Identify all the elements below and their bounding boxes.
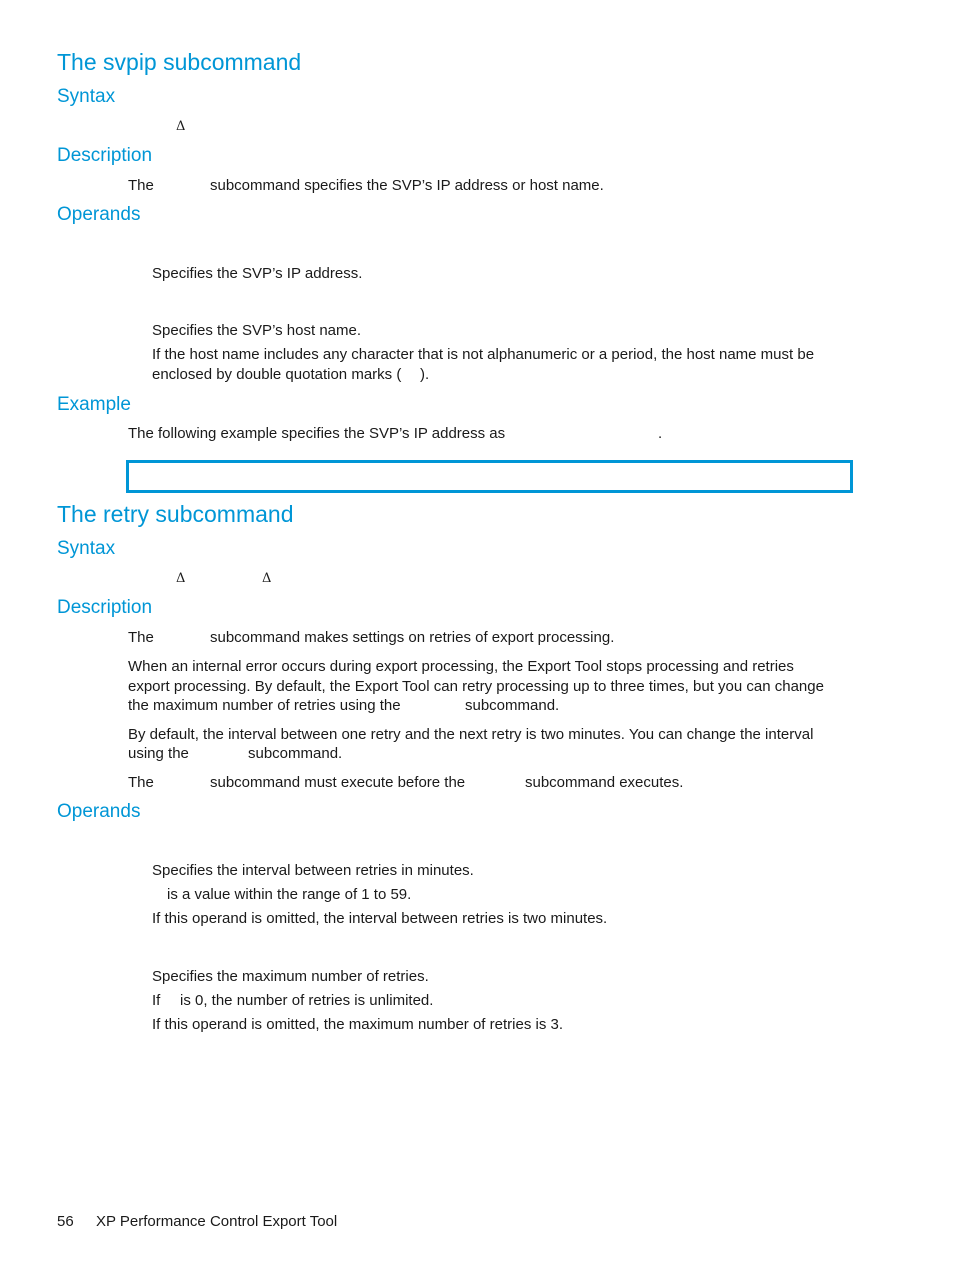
description-paragraph-4-the: The: [128, 774, 154, 791]
operand-ip-desc: Specifies the SVP’s IP address.: [152, 265, 363, 282]
operand-host-note-cont: enclosed by double quotation marks (: [152, 366, 402, 383]
description-paragraph-3: By default, the interval between one retry and the next retry is two minutes. You can change the interval: [128, 726, 814, 743]
description-paragraph-3-line-2: using the: [128, 745, 189, 762]
operands-heading: Operands: [57, 204, 141, 225]
operand-host-note: If the host name includes any character that is not alphanumeric or a period, the host name must be: [152, 346, 815, 363]
operand-wait-desc: Specifies the interval between retries in minutes.: [152, 862, 474, 879]
book-title: XP Performance Control Export Tool: [96, 1213, 338, 1230]
description-the: The: [128, 177, 154, 194]
description-heading: Description: [57, 145, 153, 166]
description-the: The: [128, 629, 154, 646]
operand-host-desc: Specifies the SVP’s host name.: [152, 322, 362, 339]
example-text: The following example specifies the SVP’s IP address as: [128, 425, 506, 442]
syntax-heading: Syntax: [57, 86, 116, 107]
description-paragraph-2: When an internal error occurs during export processing, the Export Tool stops processing and retries: [128, 658, 794, 675]
operands-heading: Operands: [57, 801, 141, 822]
operand-max-desc: Specifies the maximum number of retries.: [152, 968, 429, 985]
description-heading: Description: [57, 597, 153, 618]
syntax-delta: Δ: [176, 119, 186, 134]
description-text: subcommand specifies the SVP’s IP address or host name.: [210, 177, 604, 194]
operand-max-if: If: [152, 992, 161, 1009]
syntax-delta: Δ: [176, 571, 186, 586]
description-paragraph-2-end: subcommand.: [465, 697, 560, 714]
description-text: subcommand makes settings on retries of export processing.: [210, 629, 615, 646]
example-period: .: [658, 425, 663, 442]
description-paragraph-3-end: subcommand.: [248, 745, 343, 762]
description-paragraph-4-end: subcommand executes.: [525, 774, 684, 791]
example-code-box: [126, 460, 853, 493]
description-paragraph-2-line-2: export processing. By default, the Export Tool can retry processing up to three times, but you can change: [128, 678, 824, 695]
description-paragraph-2-line-3: the maximum number of retries using the: [128, 697, 401, 714]
syntax-heading: Syntax: [57, 538, 116, 559]
page-number: 56: [57, 1213, 74, 1230]
section-title-svpip: The svpip subcommand: [57, 49, 302, 75]
example-heading: Example: [57, 394, 131, 415]
operand-wait-range: is a value within the range of 1 to 59.: [167, 886, 412, 903]
operand-max-zero: is 0, the number of retries is unlimited.: [180, 992, 434, 1009]
operand-host-note-end: ).: [420, 366, 430, 383]
description-paragraph-4: subcommand must execute before the: [210, 774, 466, 791]
operand-wait-omitted: If this operand is omitted, the interval between retries is two minutes.: [152, 910, 608, 927]
syntax-delta: Δ: [262, 571, 272, 586]
operand-max-omitted: If this operand is omitted, the maximum number of retries is 3.: [152, 1016, 563, 1033]
section-title-retry: The retry subcommand: [57, 501, 294, 527]
